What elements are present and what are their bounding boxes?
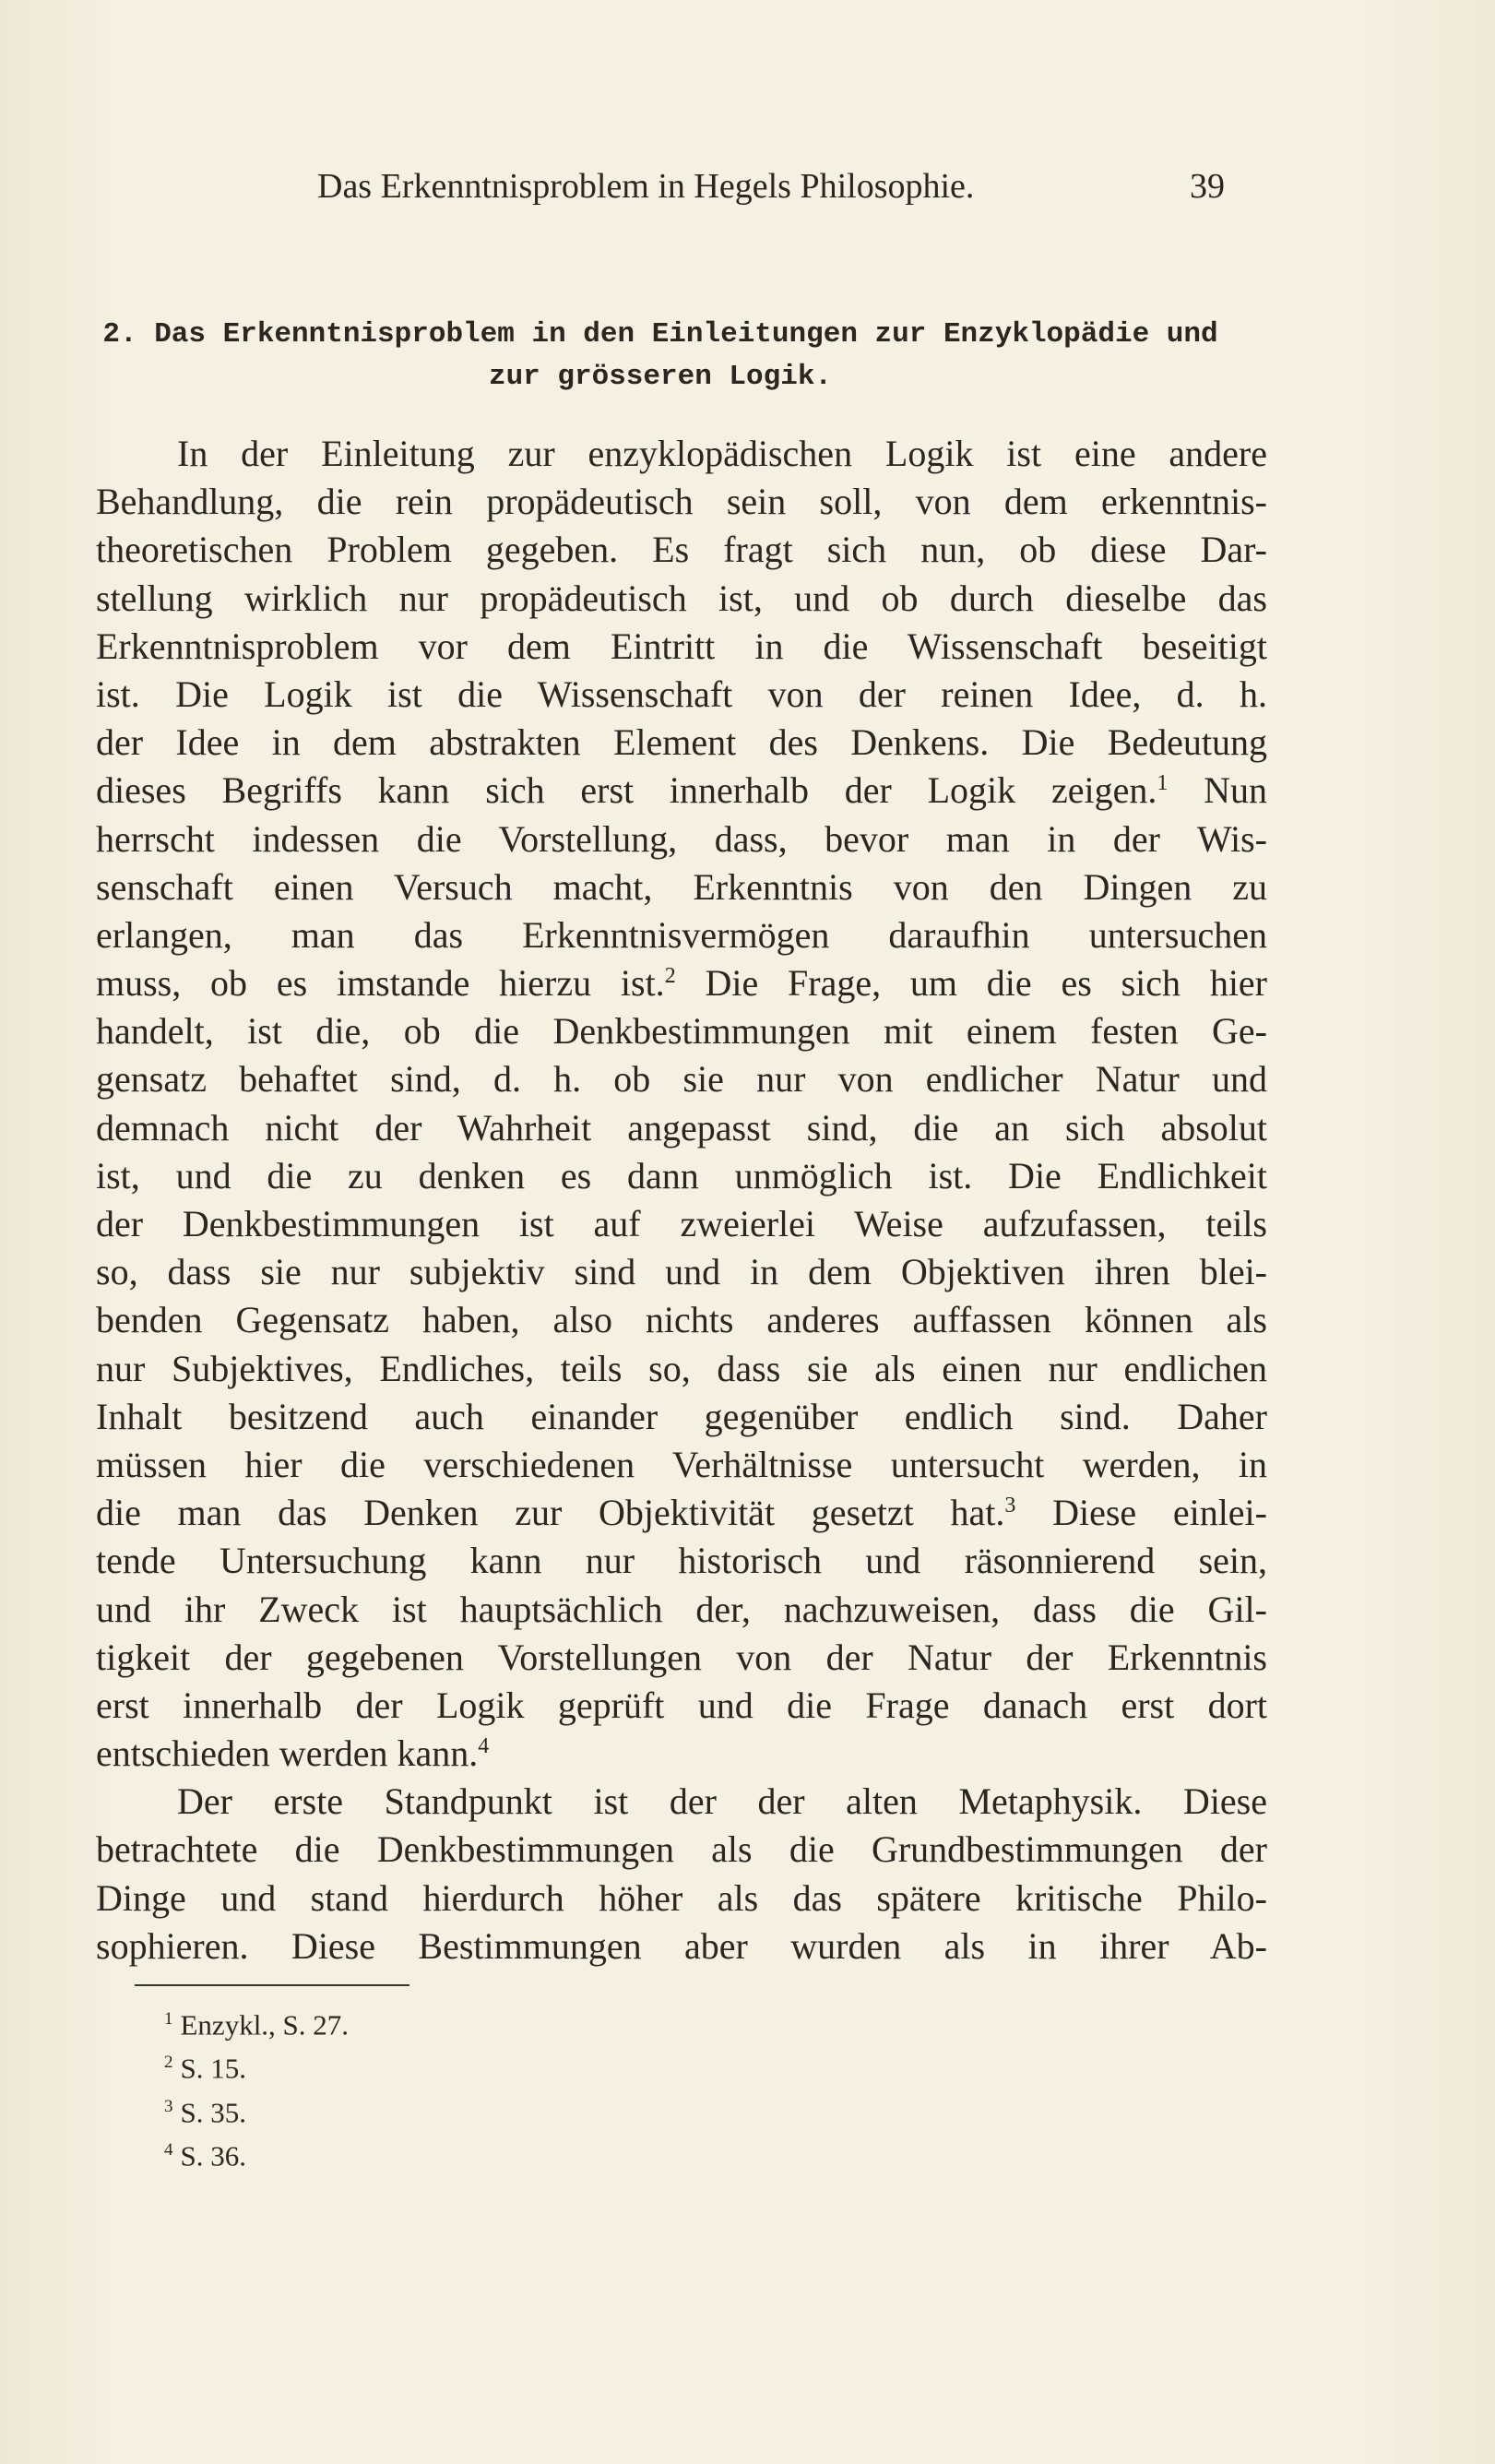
text-segment: muss, ob es imstande hierzu ist. <box>96 962 665 1005</box>
text-line <box>96 1489 1267 1537</box>
text-segment: dieses Begriffs kann sich erst innerhalb der Logik zeigen. <box>96 769 1157 812</box>
text-line: betrachtete die Denkbestimmungen als die Grundbestimmungen der <box>96 1828 1267 1871</box>
text-line: In der Einleitung zur enzyklopädischen Logik ist eine andere <box>177 433 1267 474</box>
footnote-mark: 4 <box>164 2139 173 2160</box>
body-text <box>96 430 1267 1970</box>
footnote-ref[interactable]: 4 <box>478 1734 490 1759</box>
text-line: tigkeit der gegebenen Vorstellungen von der Natur der Erkenntnis <box>96 1636 1267 1678</box>
text-line: gensatz behaftet sind, d. h. ob sie nur von endlicher Natur und <box>96 1058 1267 1101</box>
text-line: Dinge und stand hierdurch höher als das spätere kritische Philo- <box>96 1876 1267 1919</box>
text-line: erst innerhalb der Logik geprüft und die Frage danach erst dort <box>96 1684 1267 1726</box>
text-line: benden Gegensatz haben, also nichts anderes auffassen können als <box>96 1299 1267 1341</box>
footnote-text: S. 35. <box>180 2095 246 2128</box>
text-line: und ihr Zweck ist hauptsächlich der, nachzuweisen, dass die Gil- <box>96 1588 1267 1630</box>
text-segment: Die Frage, um die es sich hier <box>705 962 1267 1005</box>
text-line: erlangen, man das Erkenntnisvermögen daraufhin untersuchen <box>96 913 1267 956</box>
footnote-divider <box>135 1984 409 1986</box>
text-line: handelt, ist die, ob die Denkbestimmungen mit einem festen Ge- <box>96 1010 1267 1053</box>
footnotes <box>164 2000 349 2174</box>
footnote-mark: 2 <box>164 2053 173 2073</box>
text-line: tende Untersuchung kann nur historisch und räsonnierend sein, <box>96 1540 1267 1582</box>
text-line: demnach nicht der Wahrheit angepasst sind, die an sich absolut <box>96 1106 1267 1149</box>
text-line: müssen hier die verschiedenen Verhältnisse untersucht werden, in <box>96 1443 1267 1485</box>
text-line: so, dass sie nur subjektiv sind und in dem Objektiven ihren blei- <box>96 1251 1267 1293</box>
text-segment: die man das Denken zur Objektivität gesetzt hat. <box>96 1492 1005 1534</box>
text-line <box>96 959 1267 1007</box>
footnote-mark: 3 <box>164 2096 173 2116</box>
footnote-item <box>164 2000 349 2043</box>
text-line: Erkenntnisproblem vor dem Eintritt in die Wissenschaft beseitigt <box>96 625 1267 667</box>
text-line <box>96 767 1267 815</box>
footnote-mark: 1 <box>164 2009 173 2029</box>
text-segment: entschieden werden kann. <box>96 1732 479 1775</box>
section-heading <box>96 314 1225 399</box>
text-line: Behandlung, die rein propädeutisch sein soll, von dem erkenntnis- <box>96 481 1267 523</box>
text-line: sophieren. Diese Bestimmungen aber wurden als in ihrer Ab- <box>96 1924 1267 1967</box>
text-line: Der erste Standpunkt ist der der alten Metaphysik. Diese <box>177 1780 1267 1823</box>
text-line: ist. Die Logik ist die Wissenschaft von der reinen Idee, d. h. <box>96 673 1267 715</box>
text-line: der Idee in dem abstrakten Element des Denkens. Die Bedeutung <box>96 721 1267 764</box>
footnote-ref[interactable]: 1 <box>1157 771 1169 796</box>
text-line: theoretischen Problem gegeben. Es fragt sich nun, ob diese Dar- <box>96 529 1267 571</box>
footnote-text: S. 36. <box>180 2139 246 2172</box>
text-line <box>96 1730 1267 1778</box>
footnote-text: S. 15. <box>180 2052 246 2085</box>
text-segment: Nun <box>1204 769 1267 812</box>
text-line: stellung wirklich nur propädeutisch ist, und ob durch dieselbe das <box>96 577 1267 619</box>
text-line: senschaft einen Versuch macht, Erkenntnis von den Dingen zu <box>96 865 1267 908</box>
page-number: 39 <box>1190 167 1225 206</box>
text-line: nur Subjektives, Endliches, teils so, dass sie als einen nur endlichen <box>96 1347 1267 1389</box>
text-segment: Diese einlei- <box>1052 1492 1267 1534</box>
footnote-item <box>164 2043 349 2087</box>
text-line: ist, und die zu denken es dann unmöglich ist. Die Endlichkeit <box>96 1154 1267 1196</box>
footnote-text: Enzykl., S. 27. <box>180 2008 350 2041</box>
section-heading-line-2: zur grösseren Logik. <box>488 361 833 393</box>
footnote-ref[interactable]: 2 <box>664 964 676 989</box>
text-line: herrscht indessen die Vorstellung, dass, bevor man in der Wis- <box>96 817 1267 860</box>
footnote-ref[interactable]: 3 <box>1004 1494 1016 1518</box>
footnote-item <box>164 2088 349 2131</box>
text-line: Inhalt besitzend auch einander gegenüber endlich sind. Daher <box>96 1395 1267 1437</box>
text-line: der Denkbestimmungen ist auf zweierlei Weise aufzufassen, teils <box>96 1203 1267 1244</box>
running-title: Das Erkenntnisproblem in Hegels Philosophie. <box>317 167 975 206</box>
section-heading-line-1: 2. Das Erkenntnisproblem in den Einleitungen zur Enzyklopädie und <box>102 318 1218 351</box>
footnote-item <box>164 2131 349 2174</box>
